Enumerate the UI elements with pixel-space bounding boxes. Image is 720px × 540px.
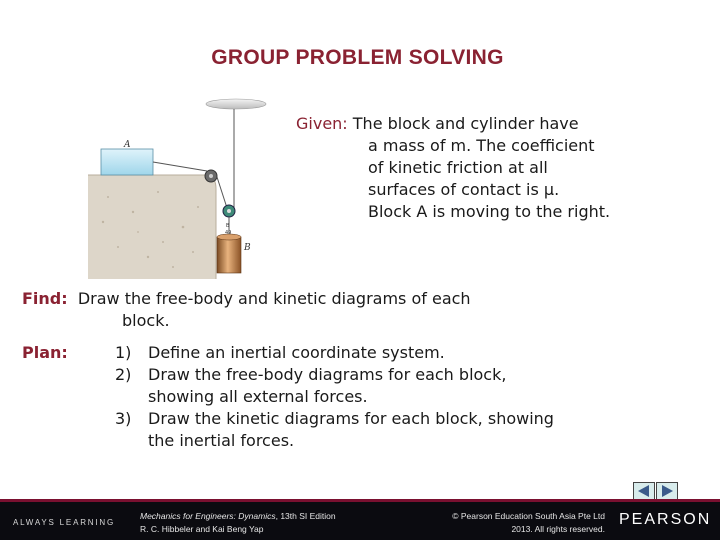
label-a: A xyxy=(124,140,131,150)
book-citation xyxy=(140,510,336,536)
given-line: Block A is moving to the right. xyxy=(368,202,611,221)
book-title: Mechanics for Engineers: Dynamics xyxy=(140,511,276,521)
previous-slide-button[interactable] xyxy=(633,482,655,500)
find-section xyxy=(22,288,471,332)
block-a xyxy=(101,149,153,175)
plan-step-number: 1) xyxy=(115,343,132,362)
label-small-2: 49 xyxy=(225,230,232,236)
book-authors: R. C. Hibbeler and Kai Beng Yap xyxy=(140,524,264,534)
label-small-1: B xyxy=(226,223,230,229)
plan-step-number: 3) xyxy=(115,409,132,428)
find-line: Draw the free-body and kinetic diagrams of each xyxy=(77,289,471,308)
plan-step-text: Draw the free-body diagrams for each block, xyxy=(148,365,507,384)
pearson-logo: PEARSON xyxy=(619,511,712,528)
label-b: B xyxy=(244,243,251,253)
copyright-line-2: 2013. All rights reserved. xyxy=(511,524,605,534)
given-section xyxy=(296,113,610,223)
arrow-right-icon xyxy=(657,483,677,499)
cylinder-b xyxy=(217,237,241,273)
ceiling-support xyxy=(206,99,266,109)
given-line: of kinetic friction at all xyxy=(368,158,548,177)
ground-ledge xyxy=(88,175,216,279)
given-label: Given: xyxy=(296,114,348,133)
copyright-line-1: © Pearson Education South Asia Pte Ltd xyxy=(452,511,605,521)
plan-step-text: Draw the kinetic diagrams for each block, showing xyxy=(148,409,554,428)
copyright-notice xyxy=(405,510,605,536)
plan-step-text: showing all external forces. xyxy=(148,387,368,406)
plan-step-number: 2) xyxy=(115,365,132,384)
arrow-left-icon xyxy=(634,483,654,499)
plan-step-text: the inertial forces. xyxy=(148,431,295,450)
plan-label: Plan: xyxy=(22,343,68,362)
find-label: Find: xyxy=(22,289,68,308)
footer-bar xyxy=(0,499,720,540)
book-edition: , 13th SI Edition xyxy=(275,511,336,521)
always-learning-text: ALWAYS LEARNING xyxy=(13,518,115,527)
slide-title: GROUP PROBLEM SOLVING xyxy=(211,46,504,69)
plan-step-text: Define an inertial coordinate system. xyxy=(148,343,445,362)
given-line: surfaces of contact is μ. xyxy=(368,180,560,199)
slide-navigation xyxy=(633,482,679,500)
find-line: block. xyxy=(122,311,170,330)
given-line: a mass of m. The coefficient xyxy=(368,136,595,155)
next-slide-button[interactable] xyxy=(656,482,678,500)
problem-figure xyxy=(88,97,278,279)
given-line: The block and cylinder have xyxy=(352,114,579,133)
